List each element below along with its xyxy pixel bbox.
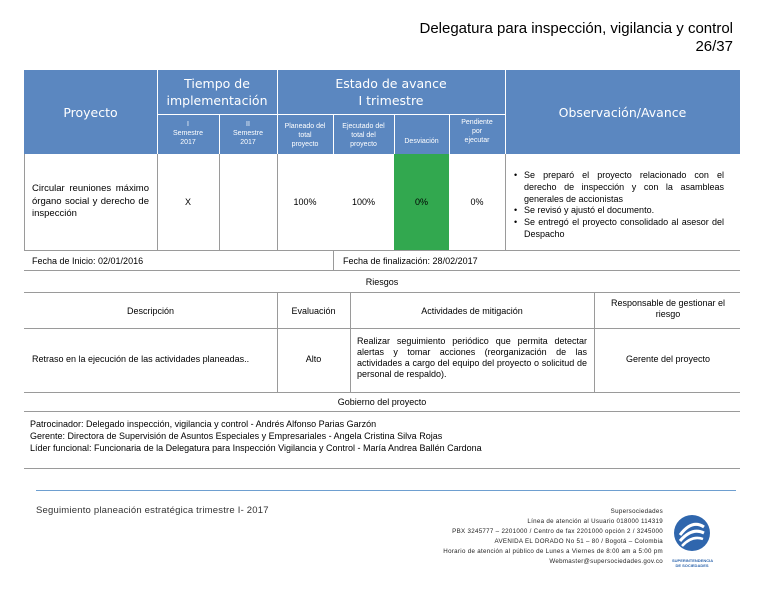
governance-title: Gobierno del proyecto — [337, 397, 427, 407]
footer-contact: Supersociedades Línea de atención al Usuario 018000 114319 PBX 3245777 – 2201000 / Centro de fax 2201000 opción 2 / 3245000 AVENIDA EL DORADO No 51 – 80 / Bogotá – Colombia Horario de atención al público de Lunes a Viernes de 8:00 am a 5:00 pm Webmaster@supersociedades.gov.co — [443, 508, 663, 565]
page-title-line1: Delegatura para inspección, vigilancia y control — [419, 20, 733, 37]
grid-line — [24, 270, 740, 271]
risk-header-evaluacion: Evaluación — [291, 306, 336, 316]
subheader-sem2: II Semestre 2017 — [233, 121, 263, 146]
page-number: 26/37 — [695, 38, 733, 55]
subheader-ejecutado: Ejecutado del total del proyecto — [342, 123, 385, 148]
risk-description: Retraso en la ejecución de las actividades planeadas.. — [32, 354, 250, 364]
footer-caption: Seguimiento planeación estratégica trimestre I- 2017 — [36, 505, 269, 516]
governance-sponsor: Patrocinador: Delegado inspección, vigilancia y control - Andrés Alfonso Parias Garzón — [30, 419, 377, 429]
risk-header-mitigacion: Actividades de mitigación — [421, 306, 523, 316]
sem1-mark: X — [184, 197, 191, 207]
grid-line — [24, 411, 740, 412]
grid-line — [24, 468, 740, 469]
subheader-pendiente: Pendiente por ejecutar — [461, 119, 493, 144]
header-divider — [157, 114, 505, 115]
header-estado: Estado de avance I trimestre — [335, 76, 447, 108]
project-name: Circular reuniones máximo órgano social y derecho de inspección — [32, 183, 149, 219]
desviacion-value: 0% — [414, 197, 428, 207]
subheader-desviacion: Desviación — [404, 138, 439, 145]
observation-item: • Se entregó el proyecto consolidado al asesor del Despacho — [514, 217, 724, 241]
risk-mitigation: Realizar seguimiento periódico que permita detectar alertas y tomar acciones (reorganización de las actividades a cargo del equipo del proyecto o solicitud de personal de respaldo). — [357, 336, 587, 379]
observation-item: • Se revisó y ajustó el documento. — [514, 205, 724, 217]
header-proyecto: Proyecto — [63, 105, 118, 120]
header-divider — [394, 114, 395, 154]
risk-responsible: Gerente del proyecto — [625, 354, 711, 364]
header-observacion: Observación/Avance — [558, 105, 687, 120]
grid-line — [594, 292, 595, 392]
footer-divider — [36, 490, 736, 491]
grid-line — [24, 250, 740, 251]
risk-evaluation: Alto — [305, 354, 322, 364]
subheader-sem1: I Semestre 2017 — [173, 121, 203, 146]
pendiente-value: 0% — [470, 197, 484, 207]
risks-title: Riesgos — [365, 277, 399, 287]
risk-header-descripcion: Descripción — [126, 306, 175, 316]
page-title — [419, 20, 733, 56]
grid-line — [505, 154, 506, 250]
grid-line — [219, 154, 220, 250]
risk-header-responsable: Responsable de gestionar el riesgo — [610, 298, 726, 319]
observation-list — [514, 170, 724, 241]
grid-line — [333, 250, 334, 270]
subheader-planeado: Planeado del total proyecto — [284, 123, 326, 148]
end-date: Fecha de finalización: 28/02/2017 — [343, 256, 478, 266]
grid-line — [24, 154, 25, 250]
ejecutado-value: 100% — [351, 197, 376, 207]
grid-line — [24, 392, 740, 393]
logo-icon — [672, 513, 712, 553]
governance-leader: Líder funcional: Funcionaria de la Delegatura para Inspección Vigilancia y Control - María Andrea Ballén Cardona — [30, 443, 482, 453]
grid-line — [24, 328, 740, 329]
header-tiempo: Tiempo de implementación — [166, 76, 268, 108]
supersociedades-logo: SUPERINTENDENCIA DE SOCIEDADES — [672, 513, 712, 569]
start-date: Fecha de Inicio: 02/01/2016 — [32, 256, 144, 266]
planeado-value: 100% — [293, 197, 317, 207]
grid-line — [24, 292, 740, 293]
governance-manager: Gerente: Directora de Supervisión de Asuntos Especiales y Empresariales - Angela Cristina Silva Rojas — [30, 431, 443, 441]
governance-list — [30, 418, 730, 454]
observation-item: • Se preparó el proyecto relacionado con el derecho de inspección y con la asambleas generales de accionistas — [514, 170, 724, 205]
